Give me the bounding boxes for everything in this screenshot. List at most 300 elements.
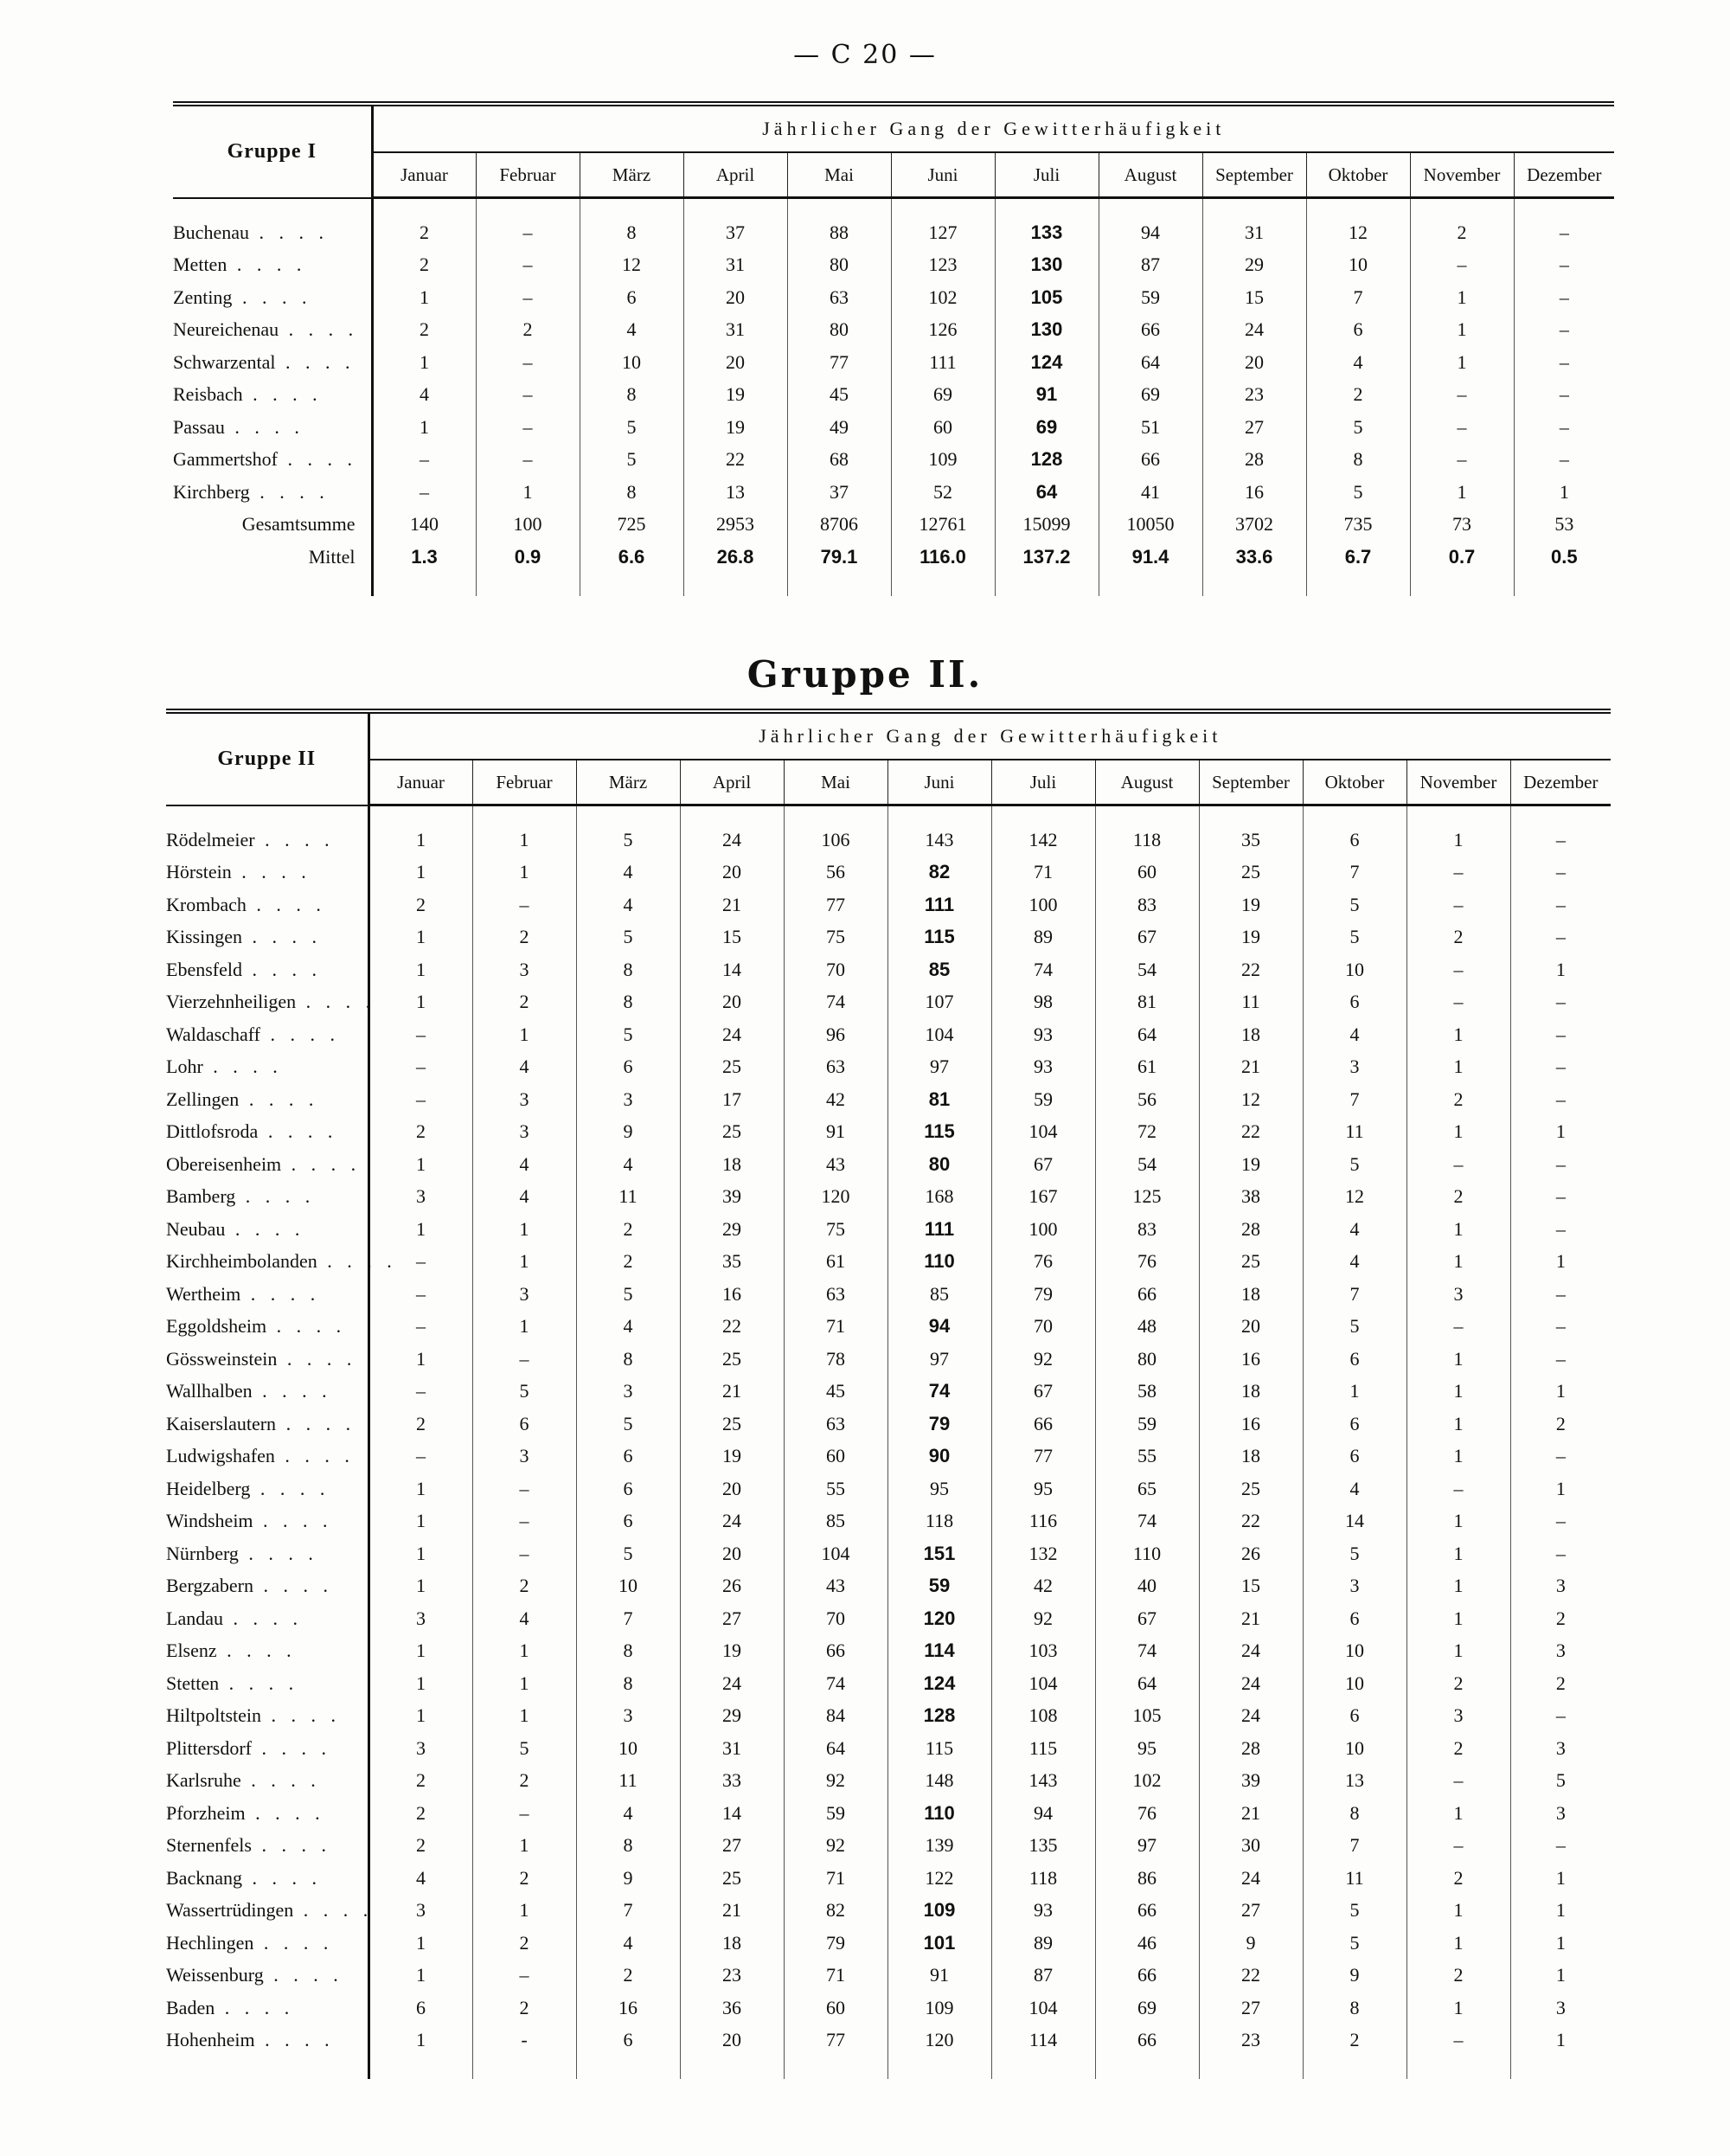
value-cell: – xyxy=(1510,1148,1611,1181)
station-name: Plittersdorf xyxy=(166,1736,252,1759)
value-cell: – xyxy=(472,1343,576,1376)
value-cell: 28 xyxy=(1202,444,1306,477)
sum-cell: 100 xyxy=(476,509,580,542)
value-cell: 69 xyxy=(995,411,1099,444)
value-cell: 1 xyxy=(416,861,426,883)
leader-dots: . . . . xyxy=(224,415,304,438)
value-cell: 6 xyxy=(1303,1408,1406,1441)
value-cell: 10 xyxy=(1306,249,1410,282)
value-cell: 109 xyxy=(891,444,995,477)
value-cell: 21 xyxy=(680,1376,784,1408)
month-header: Februar xyxy=(476,152,580,198)
leader-dots: . . . . xyxy=(253,1575,333,1597)
table-row xyxy=(166,1765,1611,1798)
station-name: Bamberg xyxy=(166,1185,236,1208)
value-cell: 42 xyxy=(784,1083,887,1116)
value-cell: 22 xyxy=(1199,1505,1303,1538)
value-cell: 96 xyxy=(784,1018,887,1051)
value-cell: 4 xyxy=(576,1797,680,1830)
value-cell: 97 xyxy=(1095,1830,1199,1863)
value-cell: 125 xyxy=(1095,1181,1199,1214)
value-cell: 124 xyxy=(887,1667,991,1700)
table-row xyxy=(166,1213,1611,1246)
value-cell: 33 xyxy=(680,1765,784,1798)
value-cell: 78 xyxy=(784,1343,887,1376)
value-cell: 83 xyxy=(1095,1213,1199,1246)
value-cell: 3 xyxy=(472,1116,576,1149)
station-name-cell xyxy=(166,1018,368,1051)
value-cell: 1 xyxy=(416,1477,426,1499)
value-cell: 26 xyxy=(1199,1537,1303,1570)
value-cell: 8 xyxy=(1306,444,1410,477)
value-cell: 2 xyxy=(1410,216,1514,249)
value-cell: – xyxy=(476,249,580,282)
value-cell: 4 xyxy=(580,314,683,347)
value-cell: 5 xyxy=(580,444,683,477)
table-row xyxy=(166,1246,1611,1279)
value-cell: 6 xyxy=(1303,824,1406,857)
value-cell: 20 xyxy=(680,1473,784,1505)
value-cell: 49 xyxy=(787,411,891,444)
value-cell: 103 xyxy=(991,1635,1095,1668)
spacer-cell xyxy=(368,2057,472,2079)
value-cell: 6 xyxy=(416,1996,426,2018)
value-cell: 3 xyxy=(472,1083,576,1116)
value-cell: 12 xyxy=(580,249,683,282)
value-cell: 66 xyxy=(1095,1278,1199,1311)
value-cell: 3 xyxy=(576,1376,680,1408)
value-cell: 14 xyxy=(680,953,784,986)
value-cell: 68 xyxy=(787,444,891,477)
value-cell: 106 xyxy=(784,824,887,857)
value-cell: 9 xyxy=(1303,1960,1406,1992)
value-cell: 46 xyxy=(1095,1927,1199,1960)
table-row xyxy=(166,1311,1611,1344)
value-cell: 109 xyxy=(887,1992,991,2024)
table-row xyxy=(166,857,1611,889)
value-cell: 2 xyxy=(1406,1732,1510,1765)
value-cell: 1 xyxy=(1406,1992,1510,2024)
value-cell: 74 xyxy=(1095,1505,1199,1538)
sum-cell: 53 xyxy=(1514,509,1614,542)
value-cell: 95 xyxy=(991,1473,1095,1505)
value-cell: 1 xyxy=(1510,953,1611,986)
spacer-cell xyxy=(476,574,580,596)
value-cell: – xyxy=(1510,1181,1611,1214)
station-name: Heidelberg xyxy=(166,1477,251,1499)
value-cell: 8 xyxy=(576,986,680,1019)
spacer-cell xyxy=(1510,805,1611,825)
value-cell: – xyxy=(472,1473,576,1505)
value-cell: - xyxy=(472,2024,576,2057)
leader-dots: . . . . xyxy=(227,253,307,276)
value-cell: 19 xyxy=(680,1441,784,1473)
value-cell: 2 xyxy=(576,1960,680,1992)
mean-cell: 91.4 xyxy=(1099,541,1202,574)
station-name: Stetten xyxy=(166,1672,220,1694)
value-cell: 10 xyxy=(580,346,683,379)
station-name-cell xyxy=(173,249,372,282)
value-cell: 2 xyxy=(416,1120,426,1143)
value-cell: 1 xyxy=(1406,1408,1510,1441)
table-caption: Jährlicher Gang der Gewitterhäufigkeit xyxy=(368,711,1611,760)
value-cell: 1 xyxy=(420,350,429,373)
sum-cell: 12761 xyxy=(891,509,995,542)
value-cell: – xyxy=(1406,953,1510,986)
value-cell: 91 xyxy=(995,379,1099,412)
value-cell: 8 xyxy=(580,379,683,412)
value-cell: 15 xyxy=(1202,281,1306,314)
value-cell: 87 xyxy=(991,1960,1095,1992)
value-cell: 6 xyxy=(1303,1441,1406,1473)
value-cell: 110 xyxy=(887,1246,991,1279)
spacer-cell xyxy=(1406,2057,1510,2079)
station-name: Vierzehnheiligen xyxy=(166,991,297,1013)
value-cell: 59 xyxy=(1099,281,1202,314)
value-cell: 77 xyxy=(991,1441,1095,1473)
value-cell: 25 xyxy=(1199,1473,1303,1505)
value-cell: – xyxy=(1514,314,1614,347)
leader-dots: . . . . xyxy=(248,221,329,243)
value-cell: 24 xyxy=(1199,1700,1303,1733)
value-cell: 55 xyxy=(784,1473,887,1505)
value-cell: 27 xyxy=(1202,411,1306,444)
value-cell: 79 xyxy=(887,1408,991,1441)
value-cell: 27 xyxy=(680,1602,784,1635)
table-row xyxy=(173,411,1614,444)
mean-cell: 1.3 xyxy=(411,545,438,568)
station-name-cell xyxy=(166,986,376,1019)
value-cell: 66 xyxy=(1095,2024,1199,2057)
value-cell: 11 xyxy=(576,1181,680,1214)
value-cell: 11 xyxy=(1303,1862,1406,1895)
value-cell: – xyxy=(476,346,580,379)
value-cell: 25 xyxy=(680,1862,784,1895)
leader-dots: . . . . xyxy=(293,1899,374,1922)
value-cell: 18 xyxy=(1199,1018,1303,1051)
value-cell: – xyxy=(1510,824,1611,857)
mean-cell: 116.0 xyxy=(891,541,995,574)
value-cell: 94 xyxy=(991,1797,1095,1830)
value-cell: – xyxy=(1510,1083,1611,1116)
month-header: Juli xyxy=(991,760,1095,805)
value-cell: 59 xyxy=(784,1797,887,1830)
value-cell: 58 xyxy=(1095,1376,1199,1408)
value-cell: 123 xyxy=(891,249,995,282)
value-cell: 3 xyxy=(1510,1797,1611,1830)
value-cell: 89 xyxy=(991,1927,1095,1960)
value-cell: 22 xyxy=(1199,1960,1303,1992)
value-cell: 5 xyxy=(1303,1311,1406,1344)
value-cell: 2 xyxy=(472,1927,576,1960)
group-label: Gruppe I xyxy=(173,104,372,198)
sum-cell: 735 xyxy=(1306,509,1410,542)
leader-dots: . . . . xyxy=(241,1866,322,1889)
leader-dots: . . . . xyxy=(225,1217,305,1240)
value-cell: 59 xyxy=(887,1570,991,1603)
spacer-cell xyxy=(372,198,476,217)
value-cell: – xyxy=(1510,1537,1611,1570)
value-cell: 28 xyxy=(1199,1732,1303,1765)
value-cell: – xyxy=(476,281,580,314)
leader-dots: . . . . xyxy=(277,1347,357,1370)
station-name-cell xyxy=(166,1246,397,1279)
value-cell: – xyxy=(1510,1018,1611,1051)
station-name: Wertheim xyxy=(166,1282,241,1305)
table-row xyxy=(166,1441,1611,1473)
sum-cell: 140 xyxy=(410,513,439,536)
station-name: Ebensfeld xyxy=(166,958,242,980)
value-cell: 2 xyxy=(420,221,429,243)
value-cell: 63 xyxy=(784,1051,887,1084)
mean-cell: 0.7 xyxy=(1410,541,1514,574)
value-cell: 12 xyxy=(1306,216,1410,249)
value-cell: 1 xyxy=(416,1575,426,1597)
value-cell: – xyxy=(1514,411,1614,444)
value-cell: 102 xyxy=(1095,1765,1199,1798)
value-cell: 1 xyxy=(416,1510,426,1532)
table-row xyxy=(173,216,1614,249)
table-row xyxy=(173,249,1614,282)
value-cell: 108 xyxy=(991,1700,1095,1733)
value-cell: – xyxy=(1514,346,1614,379)
table-row xyxy=(166,1700,1611,1733)
value-cell: 94 xyxy=(887,1311,991,1344)
table-row xyxy=(166,1635,1611,1668)
sum-cell: 15099 xyxy=(995,509,1099,542)
value-cell: 1 xyxy=(1510,1927,1611,1960)
value-cell: 14 xyxy=(1303,1505,1406,1538)
table-row xyxy=(166,1960,1611,1992)
value-cell: 71 xyxy=(784,1862,887,1895)
value-cell: 3 xyxy=(1510,1570,1611,1603)
leader-dots: . . . . xyxy=(239,1088,319,1110)
spacer-cell xyxy=(372,574,476,596)
leader-dots: . . . . xyxy=(254,2029,335,2051)
value-cell: 10 xyxy=(1303,1667,1406,1700)
station-name-cell xyxy=(166,1181,368,1214)
spacer-cell xyxy=(991,805,1095,825)
value-cell: 12 xyxy=(1199,1083,1303,1116)
value-cell: 7 xyxy=(576,1602,680,1635)
group-2-title: Gruppe II. xyxy=(746,653,984,696)
month-header: Februar xyxy=(472,760,576,805)
value-cell: 2 xyxy=(420,318,429,341)
leader-dots: . . . . xyxy=(231,861,311,883)
value-cell: 1 xyxy=(1406,1213,1510,1246)
value-cell: – xyxy=(1406,1148,1510,1181)
value-cell: 115 xyxy=(991,1732,1095,1765)
value-cell: 1 xyxy=(1406,1376,1510,1408)
value-cell: – xyxy=(476,216,580,249)
value-cell: 2 xyxy=(416,1801,426,1824)
value-cell: 63 xyxy=(784,1408,887,1441)
leader-dots: . . . . xyxy=(253,1931,334,1954)
value-cell: 3 xyxy=(416,1607,426,1629)
table-row xyxy=(166,1862,1611,1895)
value-cell: 1 xyxy=(1410,476,1514,509)
value-cell: 31 xyxy=(683,314,787,347)
table-row xyxy=(173,476,1614,509)
value-cell: 31 xyxy=(680,1732,784,1765)
value-cell: – xyxy=(472,1797,576,1830)
value-cell: – xyxy=(1406,889,1510,921)
value-cell: 18 xyxy=(1199,1441,1303,1473)
station-name: Krombach xyxy=(166,893,247,915)
value-cell: 77 xyxy=(784,889,887,921)
value-cell: 168 xyxy=(887,1181,991,1214)
month-header: November xyxy=(1410,152,1514,198)
value-cell: 17 xyxy=(680,1083,784,1116)
table-row xyxy=(166,2024,1611,2057)
value-cell: 13 xyxy=(683,476,787,509)
leader-dots: . . . . xyxy=(281,1152,362,1175)
station-name-cell xyxy=(166,2024,368,2057)
value-cell: 107 xyxy=(887,986,991,1019)
value-cell: 7 xyxy=(576,1895,680,1928)
value-cell: 7 xyxy=(1303,1083,1406,1116)
value-cell: 1 xyxy=(1410,314,1514,347)
station-name: Landau xyxy=(166,1607,223,1629)
value-cell: 98 xyxy=(991,986,1095,1019)
value-cell: 4 xyxy=(472,1181,576,1214)
value-cell: 114 xyxy=(991,2024,1095,2057)
value-cell: 82 xyxy=(784,1895,887,1928)
value-cell: 13 xyxy=(1303,1765,1406,1798)
value-cell: 66 xyxy=(1095,1960,1199,1992)
value-cell: 6 xyxy=(1303,986,1406,1019)
value-cell: 60 xyxy=(784,1992,887,2024)
month-header: August xyxy=(1095,760,1199,805)
station-name: Gammertshof xyxy=(173,448,278,471)
value-cell: 2 xyxy=(1406,1862,1510,1895)
spacer-cell xyxy=(173,574,372,596)
value-cell: – xyxy=(476,379,580,412)
sum-cell: 3702 xyxy=(1202,509,1306,542)
spacer-cell xyxy=(784,805,887,825)
station-name-cell xyxy=(166,1960,368,1992)
month-header: April xyxy=(680,760,784,805)
station-name-cell xyxy=(166,953,368,986)
month-header: Mai xyxy=(784,760,887,805)
value-cell: 118 xyxy=(887,1505,991,1538)
value-cell: – xyxy=(1514,444,1614,477)
value-cell: 1 xyxy=(1406,1051,1510,1084)
value-cell: 21 xyxy=(680,889,784,921)
value-cell: 15 xyxy=(680,921,784,954)
value-cell: 1 xyxy=(416,958,426,980)
value-cell: – xyxy=(472,1960,576,1992)
value-cell: 24 xyxy=(1199,1635,1303,1668)
value-cell: 4 xyxy=(1303,1246,1406,1279)
value-cell: 66 xyxy=(784,1635,887,1668)
value-cell: – xyxy=(416,1088,426,1110)
value-cell: 1 xyxy=(416,1704,426,1727)
value-cell: 2 xyxy=(1406,1960,1510,1992)
station-name: Reisbach xyxy=(173,383,243,406)
value-cell: 7 xyxy=(1303,1830,1406,1863)
value-cell: – xyxy=(416,1445,426,1467)
value-cell: – xyxy=(420,480,429,503)
value-cell: 69 xyxy=(1099,379,1202,412)
value-cell: 65 xyxy=(1095,1473,1199,1505)
value-cell: 24 xyxy=(680,1018,784,1051)
value-cell: 1 xyxy=(472,1635,576,1668)
value-cell: 5 xyxy=(576,1537,680,1570)
value-cell: 84 xyxy=(784,1700,887,1733)
month-header: Januar xyxy=(372,152,476,198)
value-cell: 1 xyxy=(472,1830,576,1863)
value-cell: 18 xyxy=(1199,1278,1303,1311)
value-cell: 27 xyxy=(680,1830,784,1863)
table-row xyxy=(166,1992,1611,2024)
spacer-cell xyxy=(887,805,991,825)
value-cell: 88 xyxy=(787,216,891,249)
value-cell: 36 xyxy=(680,1992,784,2024)
value-cell: 92 xyxy=(784,1830,887,1863)
value-cell: – xyxy=(1510,889,1611,921)
value-cell: 7 xyxy=(1306,281,1410,314)
sum-cell: 2953 xyxy=(683,509,787,542)
value-cell: – xyxy=(1510,921,1611,954)
value-cell: 26 xyxy=(680,1570,784,1603)
value-cell: 1 xyxy=(1510,1960,1611,1992)
value-cell: – xyxy=(1510,857,1611,889)
spacer-row xyxy=(166,805,1611,825)
table-caption: Jährlicher Gang der Gewitterhäufigkeit xyxy=(372,104,1614,152)
table-row xyxy=(166,1537,1611,1570)
value-cell: 2 xyxy=(472,1992,576,2024)
value-cell: 1 xyxy=(1406,1635,1510,1668)
spacer-cell xyxy=(787,198,891,217)
group-label: Gruppe II xyxy=(166,711,368,805)
month-header: Juli xyxy=(995,152,1099,198)
station-name-cell xyxy=(166,857,368,889)
value-cell: 97 xyxy=(887,1051,991,1084)
value-cell: 3 xyxy=(1406,1278,1510,1311)
month-header-row xyxy=(166,760,1611,805)
value-cell: 4 xyxy=(1303,1213,1406,1246)
value-cell: 6 xyxy=(1303,1602,1406,1635)
station-name-cell xyxy=(166,1148,368,1181)
value-cell: 10 xyxy=(1303,1732,1406,1765)
station-name: Zellingen xyxy=(166,1088,240,1110)
month-header: März xyxy=(580,152,683,198)
value-cell: 2 xyxy=(576,1246,680,1279)
value-cell: 5 xyxy=(1306,411,1410,444)
station-name-cell xyxy=(166,1116,368,1149)
value-cell: 63 xyxy=(784,1278,887,1311)
value-cell: 6 xyxy=(576,1441,680,1473)
value-cell: 2 xyxy=(1406,1083,1510,1116)
station-name-cell xyxy=(166,1700,368,1733)
value-cell: 139 xyxy=(887,1830,991,1863)
spacer-cell xyxy=(1199,2057,1303,2079)
value-cell: – xyxy=(420,448,429,471)
leader-dots: . . . . xyxy=(249,480,330,503)
month-header: Juni xyxy=(887,760,991,805)
value-cell: 1 xyxy=(1406,1797,1510,1830)
value-cell: 95 xyxy=(1095,1732,1199,1765)
value-cell: 4 xyxy=(576,1148,680,1181)
value-cell: – xyxy=(416,1380,426,1402)
mean-cell: 6.7 xyxy=(1306,541,1410,574)
value-cell: 115 xyxy=(887,921,991,954)
value-cell: 8 xyxy=(580,216,683,249)
station-name: Windsheim xyxy=(166,1510,253,1532)
value-cell: 8 xyxy=(1303,1992,1406,2024)
value-cell: 3 xyxy=(576,1083,680,1116)
